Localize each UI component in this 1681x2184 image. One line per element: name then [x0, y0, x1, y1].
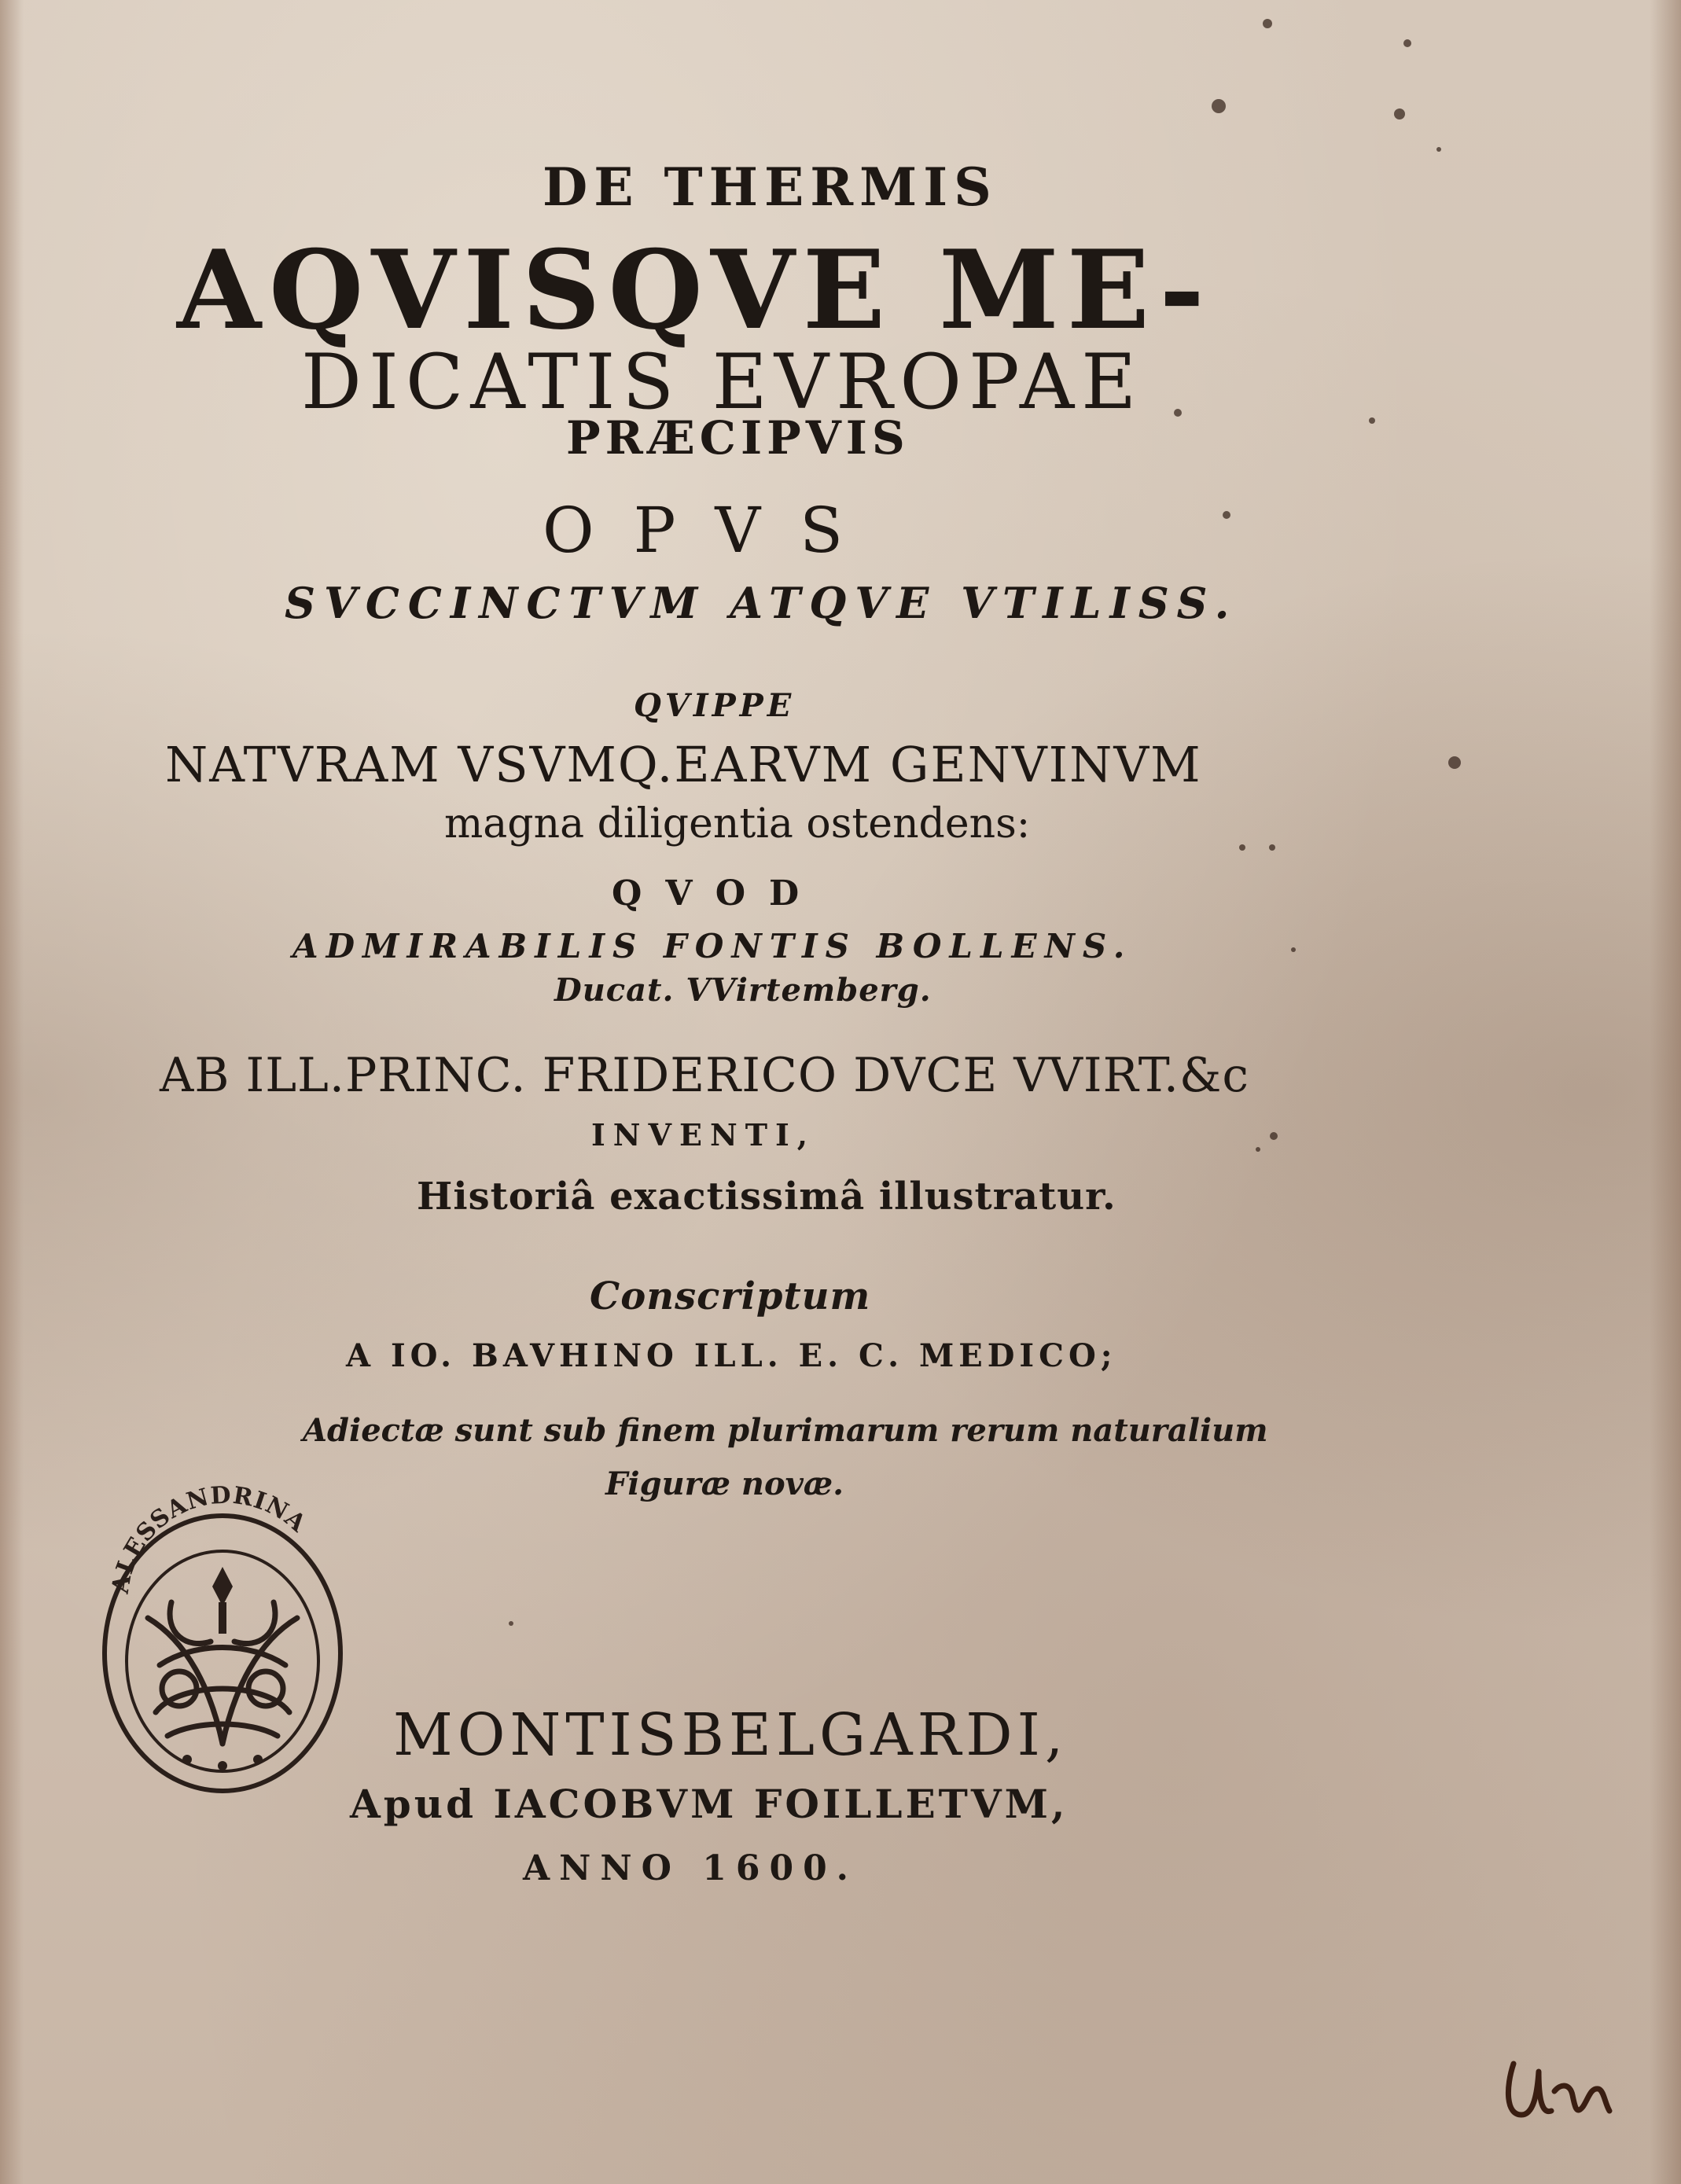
imprint-printer: Apud IACOBVM FOILLETVM,: [350, 1781, 1069, 1827]
imprint-place: MONTISBELGARDI,: [393, 1701, 1069, 1769]
title-line-qvod: QVOD: [612, 873, 823, 914]
title-line-inventi: INVENTI,: [591, 1117, 815, 1153]
title-line-qvippe: QVIPPE: [634, 687, 796, 724]
title-line-figurae: Figuræ novæ.: [605, 1465, 844, 1502]
title-line-de-thermis: DE THERMIS: [543, 156, 998, 218]
title-line-conscriptum: Conscriptum: [590, 1274, 871, 1318]
title-line-ducat: Ducat. VVirtemberg.: [554, 972, 932, 1009]
title-line-opvs: OPVS: [543, 494, 882, 567]
title-line-author: A IO. BAVHINO ILL. E. C. MEDICO;: [346, 1337, 1117, 1374]
title-line-natvram: NATVRAM VSVMQ.EARVM GENVINVM: [165, 736, 1202, 793]
handwritten-mark-icon: [1498, 2056, 1616, 2127]
title-line-aqvisqve: AQVISQVE ME-: [177, 226, 1212, 354]
title-line-magna-diligentia: magna diligentia ostendens:: [444, 800, 1031, 847]
library-stamp-icon: [93, 1484, 352, 1799]
title-line-historia: Historiâ exactissimâ illustratur.: [417, 1175, 1116, 1219]
title-line-admirabilis: ADMIRABILIS FONTIS BOLLENS.: [292, 927, 1133, 965]
title-line-adiectae: Adiectæ sunt sub finem plurimarum rerum naturalium: [303, 1412, 1268, 1449]
imprint-year: ANNO 1600.: [523, 1848, 859, 1888]
title-line-praecipvis: PRÆCIPVIS: [566, 411, 910, 465]
title-line-ab-ill-princ: AB ILL.PRINC. FRIDERICO DVCE VVIRT.&c: [160, 1048, 1250, 1103]
title-line-svccinctvm: SVCCINCTVM ATQVE VTILISS.: [285, 578, 1238, 628]
svg-text:ALESSANDRINA: ALESSANDRINA: [106, 1484, 312, 1596]
title-line-dicatis: DICATIS EVROPAE: [301, 338, 1144, 426]
